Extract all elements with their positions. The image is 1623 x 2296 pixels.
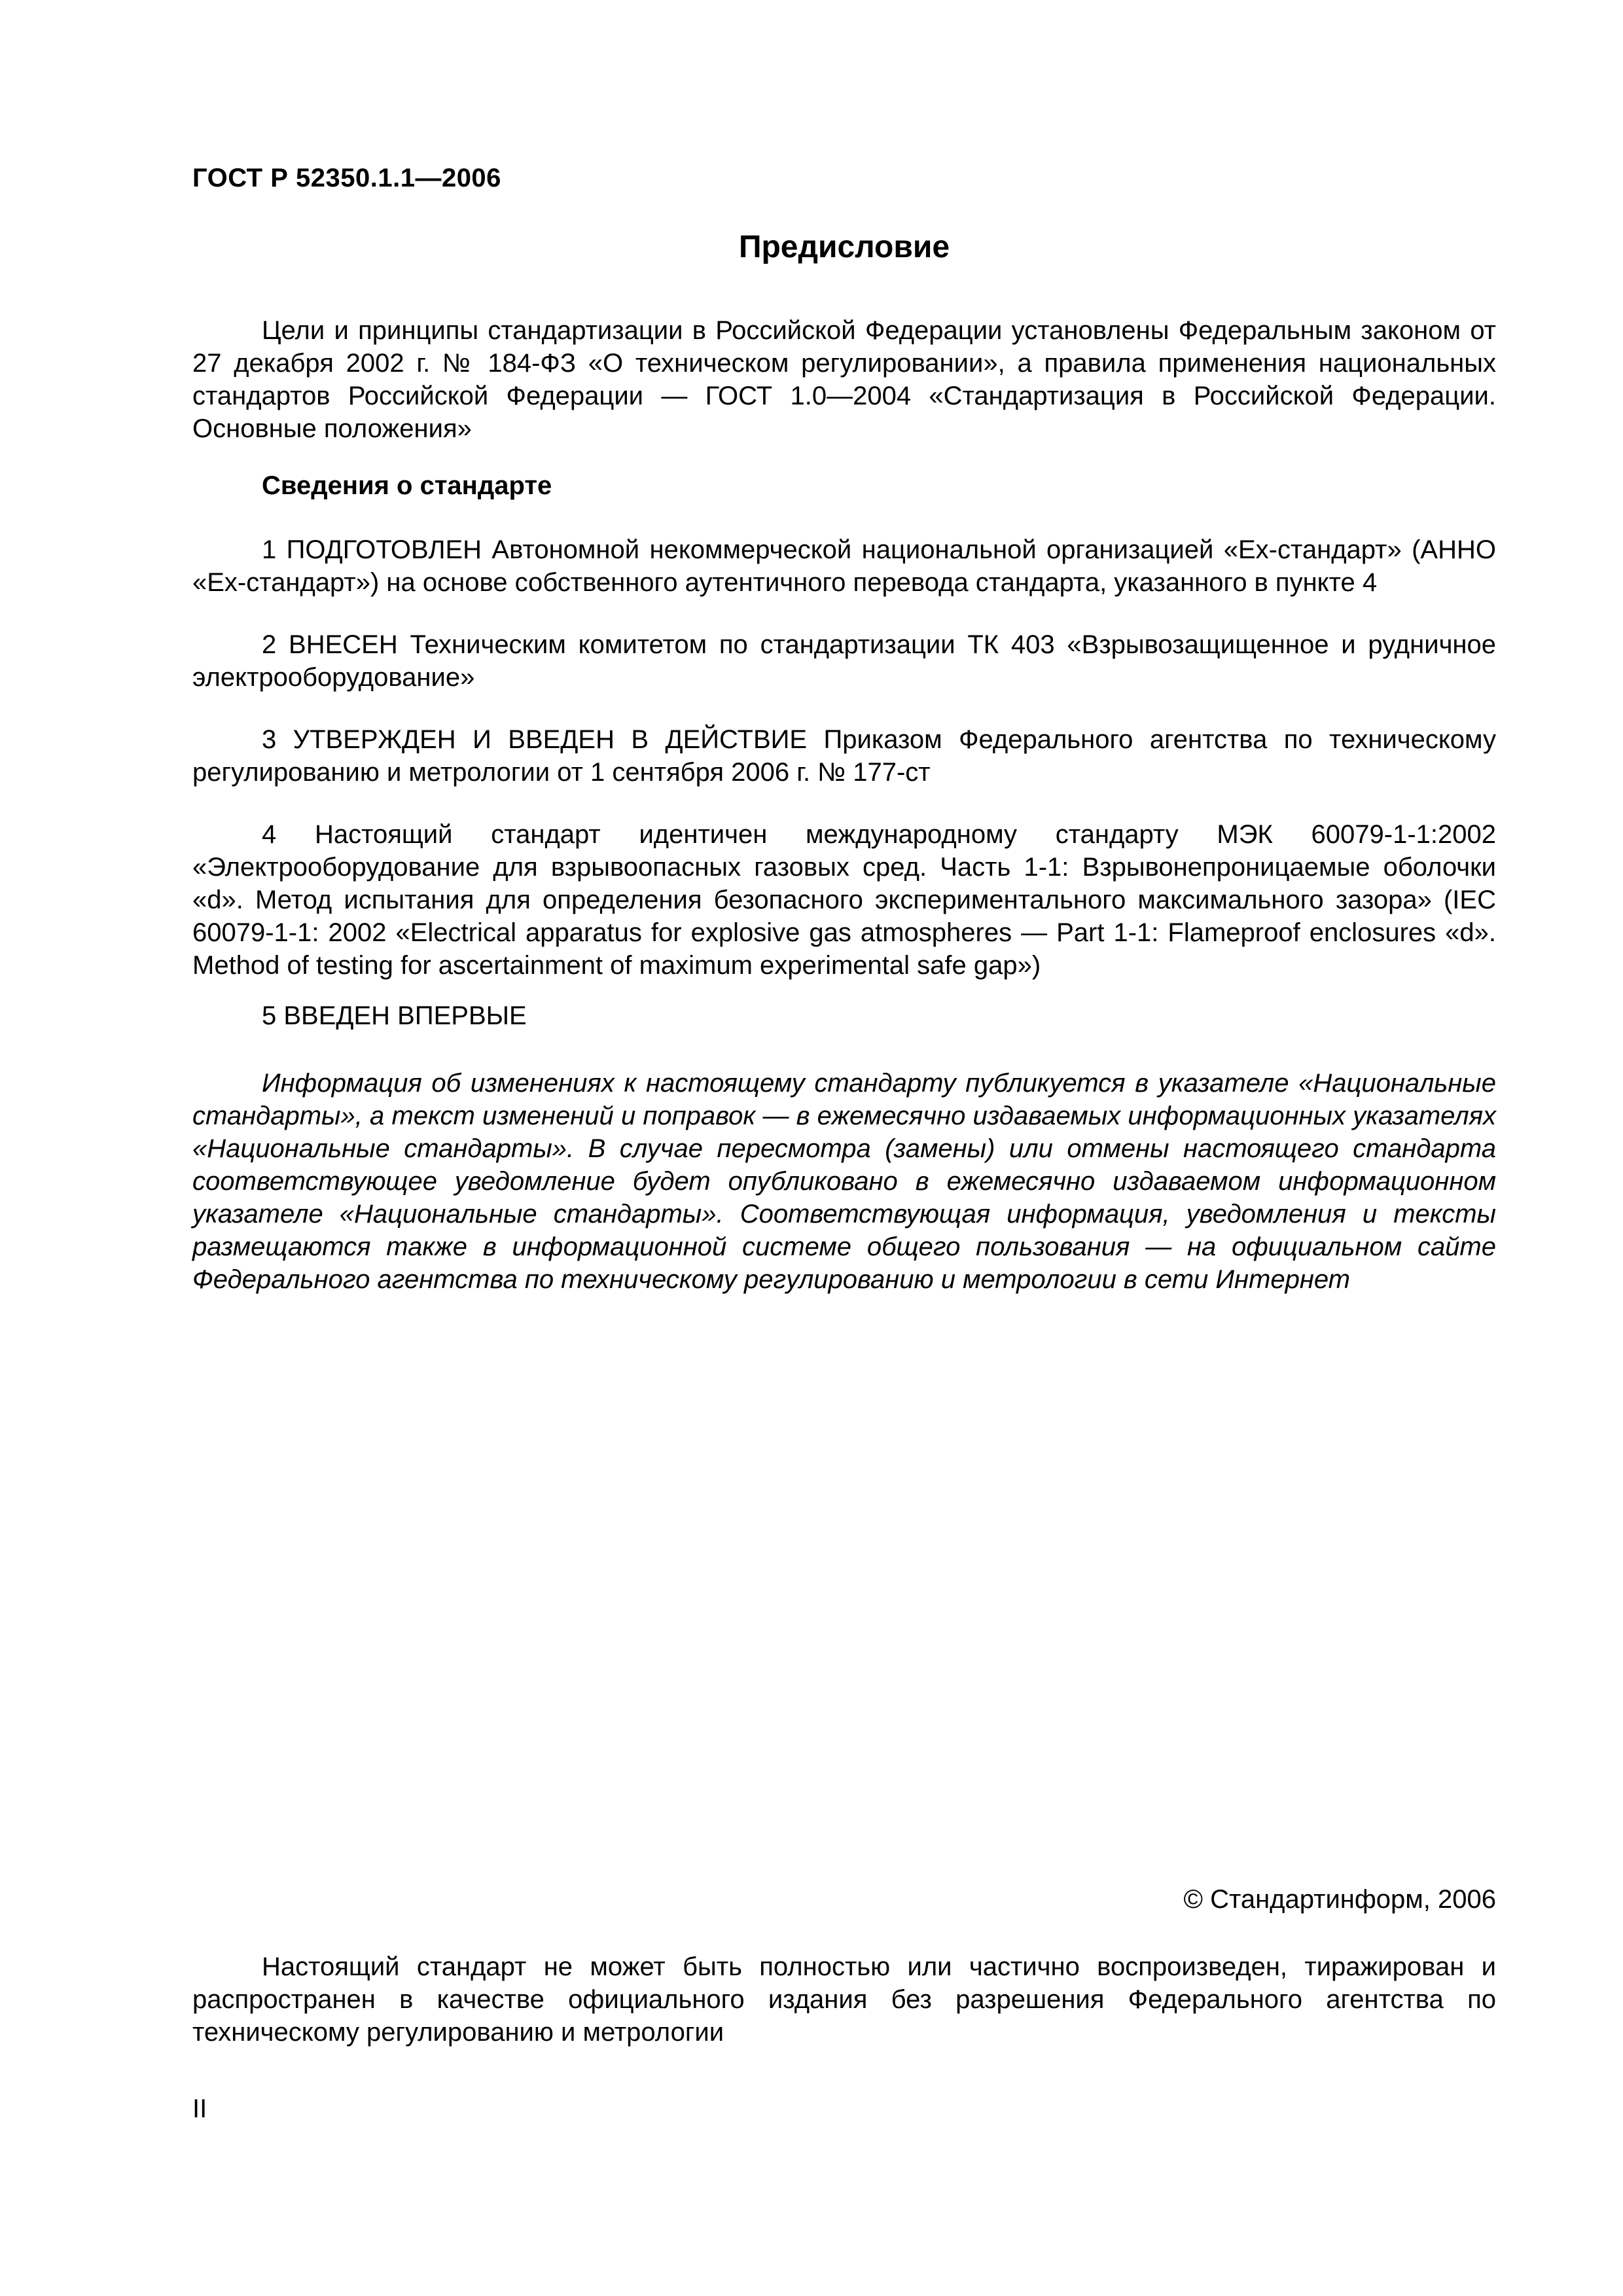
reproduction-notice: Настоящий стандарт не может быть полностью или частично воспроизведен, тиражирован и распространен в качестве официального издания без разрешения Федерального агентства по техническому регулированию и метрологии: [192, 1952, 1496, 2047]
info-item-2: 2 ВНЕСЕН Техническим комитетом по стандартизации ТК 403 «Взрывозащищенное и рудничное электрооборудование»: [192, 630, 1496, 692]
page-title: Предисловие: [738, 230, 950, 264]
info-heading: Сведения о стандарте: [262, 471, 552, 500]
page-number: II: [192, 2094, 207, 2123]
info-item-1: 1 ПОДГОТОВЛЕН Автономной некоммерческой национальной организацией «Ех-стандарт» (АННО «Ех-стандарт») на основе собственного аутентичного перевода стандарта, указанного в пункте 4: [192, 535, 1496, 597]
intro-paragraph: Цели и принципы стандартизации в Российской Федерации установлены Федеральным законом от 27 декабря 2002 г. № 184-ФЗ «О техническом регулировании», а правила применения национальных стандартов Российской Федерации — ГОСТ 1.0—2004 «Стандартизация в Российской Федерации. Основные положения»: [192, 316, 1496, 443]
copyright-line: © Стандартинформ, 2006: [1183, 1885, 1496, 1914]
info-item-5: 5 ВВЕДЕН ВПЕРВЫЕ: [262, 1001, 527, 1030]
info-item-3: 3 УТВЕРЖДЕН И ВВЕДЕН В ДЕЙСТВИЕ Приказом Федерального агентства по техническому регулированию и метрологии от 1 сентября 2006 г. № 177-ст: [192, 725, 1496, 787]
document-code: ГОСТ Р 52350.1.1—2006: [192, 164, 501, 192]
info-item-4: 4 Настоящий стандарт идентичен международному стандарту МЭК 60079-1-1:2002 «Электрооборудование для взрывоопасных газовых сред. Часть 1-1: Взрывонепроницаемые оболочки «d». Метод испытания для определения безопасного экспериментального максимального зазора» (IEC 60079-1-1: 2002 «Electrical apparatus for explosive gas atmospheres — Part 1-1: Flameproof enclosures «d». Method of testing for ascertainment of maximum experimental safe gap»): [192, 820, 1496, 980]
changes-notice: Информация об изменениях к настоящему стандарту публикуется в указателе «Национальные стандарты», а текст изменений и поправок — в ежемесячно издаваемых информационных указателях «Национальные стандарты». В случае пересмотра (замены) или отмены настоящего стандарта соответствующее уведомление будет опубликовано в ежемесячно издаваемом информационном указателе «Национальные стандарты». Соответствующая информация, уведомления и тексты размещаются также в информационной системе общего пользования — на официальном сайте Федерального агентства по техническому регулированию и метрологии в сети Интернет: [192, 1069, 1496, 1294]
